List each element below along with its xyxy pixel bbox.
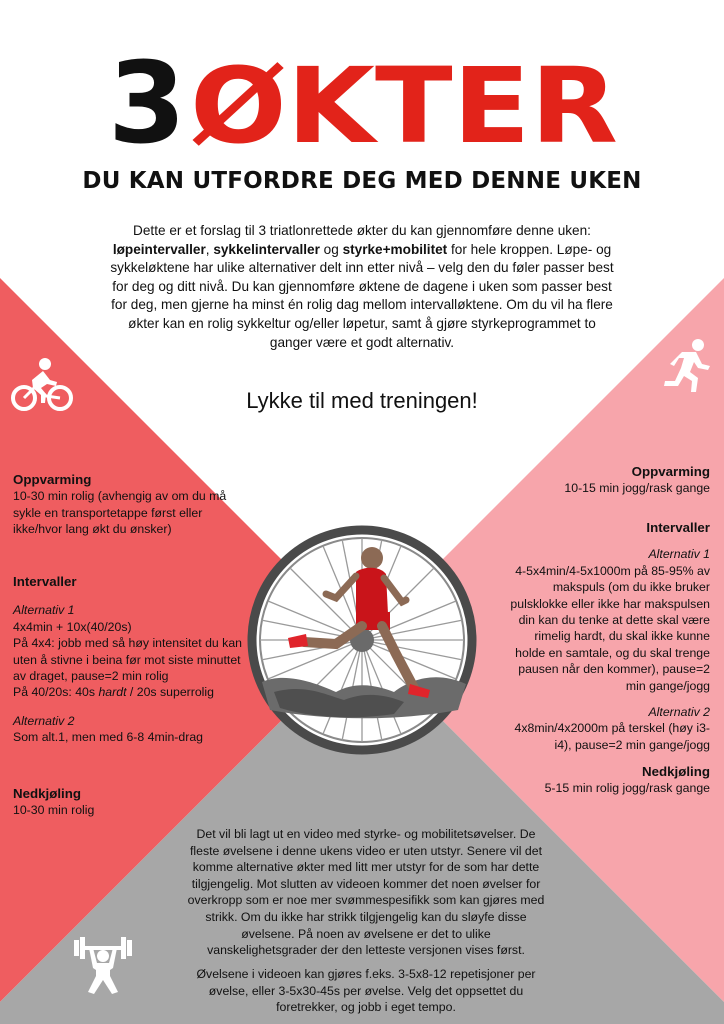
run-alt2-text: 4x8min/4x2000m på terskel (høy i3-i4), pause=2 min gange/jogg <box>514 721 710 752</box>
strength-description: Det vil bli lagt ut en video med styrke- og mobilitetsøvelser. De fleste øvelsene i denne ukens video er uten utstyr. Senere vil det komme alternative økter med litt mer utstyr for de som har dette tilgjengelig. Mot slutten av videoen kommer det noen øvelser for overkropp som er noe mer svømmespesifikk som kan gjøres med strikk. Om du ikke har strikk tilgjengelig kan du sløyfe disse øvelsene. På noen av øvelsene er det to ulike vanskelighetsgrader der den letteste versjonen vises først. <box>187 827 545 958</box>
intro-bold-run: løpeintervaller <box>112 241 206 257</box>
run-cooldown <box>500 764 710 797</box>
run-cooldown-heading: Nedkjøling <box>642 764 710 779</box>
main-title <box>0 44 724 162</box>
runner-wheel-illustration <box>244 522 480 758</box>
bike-intervals <box>13 574 243 746</box>
run-alt1-text: 4-5x4min/4-5x1000m på 85-95% av makspuls (om du ikke bruker pulsklokke eller ikke har makspulsen din kan du tenke at dette skal være rimelig hardt, du skal ikke kunne holde en samtale, og du skal trenge pausen når den kommer), pause=2 min gange/jogg <box>510 563 710 693</box>
run-cooldown-text: 5-15 min rolig jogg/rask gange <box>544 781 710 796</box>
subtitle: DU KAN UTFORDRE DEG MED DENNE UKEN <box>82 168 642 194</box>
bike-alt2-label: Alternativ 2 <box>13 713 75 728</box>
intro-text: , <box>205 241 214 257</box>
run-warmup-heading: Oppvarming <box>631 464 710 479</box>
intro-paragraph <box>108 222 616 352</box>
intro-text: Dette er et forslag til 3 triatlonrettede økter du kan gjennomføre denne uken: <box>133 223 591 238</box>
bike-alt1-label: Alternativ 1 <box>13 603 75 618</box>
run-alt1-label: Alternativ 1 <box>648 547 710 562</box>
bike-cooldown <box>13 786 243 819</box>
bike-alt1-line1: 4x4min + 10x(40/20s) <box>13 619 132 634</box>
bike-alt1-text: På 40/20s: 40s <box>13 685 99 700</box>
run-alt2-label: Alternativ 2 <box>648 705 710 720</box>
bike-warmup <box>13 472 243 538</box>
runner-icon <box>660 338 714 394</box>
bike-cooldown-text: 10-30 min rolig <box>13 803 95 818</box>
bike-warmup-text: 10-30 min rolig (avhengig av om du må sykle en transportetappe først eller ikke/hvor lang økt du ønsker) <box>13 489 227 537</box>
intro-bold-strength: styrke+mobilitet <box>342 241 448 257</box>
run-warmup <box>500 464 710 497</box>
bike-cooldown-heading: Nedkjøling <box>13 786 81 801</box>
bike-alt2-text: Som alt.1, men med 6-8 4min-drag <box>13 730 204 745</box>
intro-text: for hele kroppen. Løpe- og sykkeløktene har ulike alternativer delt inn etter nivå – velg den du føler passer best for deg og ditt nivå. Du kan gjennomføre øktene de dagene i uken som passer best for deg, men gjerne ha minst én rolig dag mellom intervalløktene. Om du vil ha flere økter kan en rolig sykkeltur og/eller løpetur, samt å gjøre styrkeprogrammet to ganger være et godt alternativ. <box>110 241 614 350</box>
run-intervals <box>510 520 710 753</box>
bike-alt1-line2: På 4x4: jobb med så høy intensitet du kan uten å stivne i beina før mot siste minuttet av draget, pause=2 min rolig <box>13 636 242 684</box>
title-word: ØKTER <box>190 45 618 162</box>
title-number: 3 <box>108 44 186 162</box>
bicycle-icon <box>10 356 74 414</box>
run-warmup-text: 10-15 min jogg/rask gange <box>564 481 710 496</box>
strength-sets-description: Øvelsene i videoen kan gjøres f.eks. 3-5x8-12 repetisjoner per øvelse, eller 3-5x30-45s per øvelse. Velg det oppsettet du foretrekker, og jobb i eget tempo. <box>196 967 536 1015</box>
intro-text: og <box>319 241 343 257</box>
run-intervals-heading: Intervaller <box>646 520 710 535</box>
bike-warmup-heading: Oppvarming <box>13 472 92 487</box>
good-luck-heading: Lykke til med treningen! <box>246 388 478 413</box>
bike-alt1-text: / 20s superrolig <box>126 685 214 700</box>
intro-bold-bike: sykkelintervaller <box>213 241 320 257</box>
bike-alt1-line3 <box>13 684 243 700</box>
bike-intervals-heading: Intervaller <box>13 574 77 589</box>
weightlifter-icon <box>72 934 134 996</box>
bike-alt1-emphasis: hardt <box>98 685 127 700</box>
